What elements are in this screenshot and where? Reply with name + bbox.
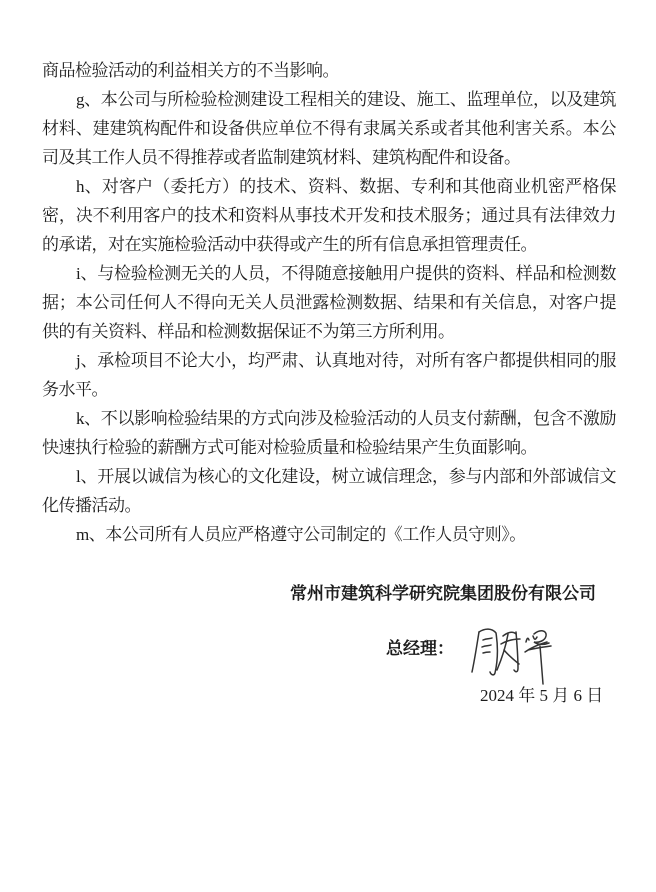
paragraph-k: k、不以影响检验结果的方式向涉及检验活动的人员支付薪酬，包含不激励快速执行检验的薪酬方式可能对检验质量和检验结果产生负面影响。 <box>42 409 616 457</box>
paragraph-i: i、与检验检测无关的人员，不得随意接触用户提供的资料、样品和检测数据；本公司任何人不得向无关人员泄露检测数据、结果和有关信息，对客户提供的有关资料、样品和检测数据保证不为第三方所利用。 <box>42 264 616 341</box>
handwritten-signature-icon <box>470 626 574 688</box>
paragraph-l: l、开展以诚信为核心的文化建设，树立诚信理念，参与内部和外部诚信文化传播活动。 <box>42 467 616 515</box>
signature-date: 2024 年 5 月 6 日 <box>480 686 604 705</box>
paragraph-j: j、承检项目不论大小，均严肃、认真地对待，对所有客户都提供相同的服务水平。 <box>42 351 616 399</box>
paragraph-m: m、本公司所有人员应严格遵守公司制定的《工作人员守则》。 <box>76 525 526 544</box>
signature-row <box>386 634 616 663</box>
paragraph-g: g、本公司与所检验检测建设工程相关的建设、施工、监理单位，以及建筑材料、建建筑构配件和设备供应单位不得有隶属关系或者其他利害关系。本公司及其工作人员不得推荐或者监制建筑材料、建筑构配件和设备。 <box>42 90 616 167</box>
general-manager-label: 总经理： <box>386 639 454 658</box>
company-name: 常州市建筑科学研究院集团股份有限公司 <box>290 584 596 603</box>
paragraph-continuation: 商品检验活动的利益相关方的不当影响。 <box>42 61 339 80</box>
paragraph-h: h、对客户（委托方）的技术、资料、数据、专利和其他商业机密严格保密，决不利用客户的技术和资料从事技术开发和技术服务；通过具有法律效力的承诺，对在实施检验活动中获得或产生的所有信息承担管理责任。 <box>42 177 616 254</box>
